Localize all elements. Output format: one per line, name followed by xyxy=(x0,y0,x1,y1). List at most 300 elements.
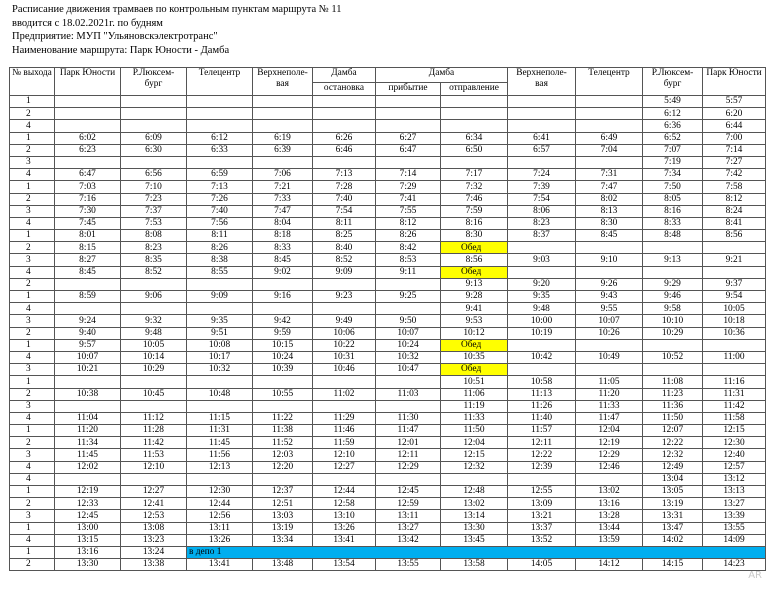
time-cell: 10:14 xyxy=(121,351,187,363)
time-cell: 10:48 xyxy=(187,388,253,400)
time-cell xyxy=(121,120,187,132)
exit-number-cell: 2 xyxy=(10,327,55,339)
time-cell xyxy=(376,278,441,290)
time-cell: 12:19 xyxy=(576,437,643,449)
time-cell: 9:35 xyxy=(187,315,253,327)
time-cell: 12:57 xyxy=(703,461,766,473)
time-cell: 6:33 xyxy=(187,144,253,156)
time-cell: 10:29 xyxy=(121,364,187,376)
time-cell: 7:41 xyxy=(376,193,441,205)
time-cell: 6:59 xyxy=(187,169,253,181)
time-cell: 10:21 xyxy=(55,364,121,376)
time-cell: 13:26 xyxy=(313,522,376,534)
time-cell: 11:46 xyxy=(313,425,376,437)
time-cell: Обед xyxy=(441,266,508,278)
time-cell xyxy=(55,400,121,412)
time-cell xyxy=(121,376,187,388)
time-cell: 9:20 xyxy=(508,278,576,290)
time-cell: 13:38 xyxy=(121,559,187,571)
table-row xyxy=(10,534,766,546)
time-cell: 12:44 xyxy=(187,498,253,510)
time-cell xyxy=(508,96,576,108)
time-cell: 7:56 xyxy=(187,217,253,229)
time-cell xyxy=(55,108,121,120)
time-cell xyxy=(55,156,121,168)
time-cell: 8:52 xyxy=(313,254,376,266)
table-row xyxy=(10,254,766,266)
table-row xyxy=(10,278,766,290)
time-cell xyxy=(187,376,253,388)
time-cell: 10:19 xyxy=(508,327,576,339)
time-cell: 13:23 xyxy=(121,534,187,546)
time-cell: 9:28 xyxy=(441,291,508,303)
time-cell xyxy=(576,242,643,254)
time-cell: 8:15 xyxy=(55,242,121,254)
time-cell: 13:21 xyxy=(508,510,576,522)
exit-number-cell: 4 xyxy=(10,169,55,181)
time-cell: 10:58 xyxy=(508,376,576,388)
depot-band: в депо 1 xyxy=(187,546,766,558)
table-row-depot xyxy=(10,546,766,558)
time-cell xyxy=(576,364,643,376)
table-row xyxy=(10,315,766,327)
time-cell: 7:45 xyxy=(55,217,121,229)
time-cell: 7:16 xyxy=(55,193,121,205)
time-cell: 11:33 xyxy=(576,400,643,412)
time-cell: 9:11 xyxy=(376,266,441,278)
time-cell: 8:11 xyxy=(313,217,376,229)
time-cell: 8:48 xyxy=(643,230,703,242)
time-cell: 6:23 xyxy=(55,144,121,156)
time-cell: 11:03 xyxy=(376,388,441,400)
time-cell: 11:34 xyxy=(55,437,121,449)
time-cell: 9:29 xyxy=(643,278,703,290)
time-cell: 11:40 xyxy=(508,412,576,424)
time-cell: 11:42 xyxy=(703,400,766,412)
col-header-num: № выхода xyxy=(10,68,55,96)
time-cell: 11:12 xyxy=(121,412,187,424)
time-cell xyxy=(576,339,643,351)
time-cell: 8:18 xyxy=(253,230,313,242)
time-cell: 8:59 xyxy=(55,291,121,303)
time-cell: 9:55 xyxy=(576,303,643,315)
time-cell: 10:36 xyxy=(703,327,766,339)
time-cell: 9:24 xyxy=(55,315,121,327)
table-row xyxy=(10,242,766,254)
exit-number-cell: 3 xyxy=(10,510,55,522)
time-cell: 13:10 xyxy=(313,510,376,522)
time-cell: 9:42 xyxy=(253,315,313,327)
time-cell: 13:05 xyxy=(643,486,703,498)
time-cell xyxy=(313,400,376,412)
time-cell: 13:15 xyxy=(55,534,121,546)
time-cell: 11:20 xyxy=(576,388,643,400)
time-cell xyxy=(313,473,376,485)
time-cell: 10:07 xyxy=(576,315,643,327)
schedule-title: Расписание движения трамваев по контрольным пунктам маршрута № 11 xyxy=(12,4,342,15)
time-cell: 12:22 xyxy=(508,449,576,461)
time-cell: 9:59 xyxy=(253,327,313,339)
time-cell: 6:20 xyxy=(703,108,766,120)
time-cell: 13:02 xyxy=(441,498,508,510)
time-cell: 7:40 xyxy=(313,193,376,205)
time-cell xyxy=(703,364,766,376)
time-cell: 13:30 xyxy=(441,522,508,534)
time-cell: 11:15 xyxy=(187,412,253,424)
table-row xyxy=(10,351,766,363)
exit-number-cell: 4 xyxy=(10,534,55,546)
time-cell: 6:36 xyxy=(643,120,703,132)
time-cell xyxy=(253,376,313,388)
time-cell xyxy=(121,96,187,108)
col-header-telecenter-2: Телецентр xyxy=(576,68,643,96)
table-row xyxy=(10,510,766,522)
time-cell: 10:15 xyxy=(253,339,313,351)
time-cell xyxy=(643,339,703,351)
time-cell: 12:45 xyxy=(55,510,121,522)
table-row xyxy=(10,205,766,217)
exit-number-cell: 4 xyxy=(10,473,55,485)
time-cell: 13:27 xyxy=(703,498,766,510)
time-cell: 12:27 xyxy=(121,486,187,498)
time-cell: Обед xyxy=(441,364,508,376)
time-cell: 10:39 xyxy=(253,364,313,376)
exit-number-cell: 2 xyxy=(10,193,55,205)
time-cell: 14:02 xyxy=(643,534,703,546)
exit-number-cell: 2 xyxy=(10,437,55,449)
time-cell: 11:56 xyxy=(187,449,253,461)
time-cell: 11:47 xyxy=(576,412,643,424)
time-cell: 10:12 xyxy=(441,327,508,339)
time-cell: 9:02 xyxy=(253,266,313,278)
time-cell: 6:52 xyxy=(643,132,703,144)
time-cell: 7:00 xyxy=(703,132,766,144)
time-cell xyxy=(376,156,441,168)
table-row xyxy=(10,412,766,424)
table-row xyxy=(10,486,766,498)
time-cell: 10:07 xyxy=(376,327,441,339)
time-cell: 9:16 xyxy=(253,291,313,303)
time-cell: 11:06 xyxy=(441,388,508,400)
time-cell: 9:46 xyxy=(643,291,703,303)
time-cell: 7:06 xyxy=(253,169,313,181)
time-cell: 8:04 xyxy=(253,217,313,229)
time-cell: 8:27 xyxy=(55,254,121,266)
time-cell: 13:42 xyxy=(376,534,441,546)
table-row xyxy=(10,364,766,376)
time-cell: 8:05 xyxy=(643,193,703,205)
col-header-damba-group: Дамба xyxy=(376,68,508,83)
time-cell: 6:56 xyxy=(121,169,187,181)
time-cell: 7:03 xyxy=(55,181,121,193)
time-cell: 9:09 xyxy=(187,291,253,303)
time-cell: 11:13 xyxy=(508,388,576,400)
time-cell xyxy=(313,303,376,315)
time-cell xyxy=(643,242,703,254)
time-cell: 10:52 xyxy=(643,351,703,363)
time-cell: 12:13 xyxy=(187,461,253,473)
time-cell: 10:24 xyxy=(253,351,313,363)
time-cell: 9:26 xyxy=(576,278,643,290)
time-cell: 7:17 xyxy=(441,169,508,181)
time-cell: 9:06 xyxy=(121,291,187,303)
time-cell xyxy=(508,339,576,351)
time-cell: 13:26 xyxy=(187,534,253,546)
time-cell: 12:45 xyxy=(376,486,441,498)
col-header-park-unosti: Парк Юности xyxy=(55,68,121,96)
time-cell: 7:23 xyxy=(121,193,187,205)
table-row xyxy=(10,169,766,181)
time-cell xyxy=(376,108,441,120)
exit-number-cell: 4 xyxy=(10,461,55,473)
time-cell: 9:57 xyxy=(55,339,121,351)
time-cell xyxy=(121,278,187,290)
col-header-damba: Дамба xyxy=(313,68,376,83)
time-cell: 12:32 xyxy=(441,461,508,473)
time-cell: 12:27 xyxy=(313,461,376,473)
table-row xyxy=(10,473,766,485)
time-cell: 12:37 xyxy=(253,486,313,498)
time-cell: 12:48 xyxy=(441,486,508,498)
time-cell: 8:01 xyxy=(55,230,121,242)
time-cell xyxy=(576,96,643,108)
time-cell: 13:59 xyxy=(576,534,643,546)
time-cell: 11:45 xyxy=(55,449,121,461)
time-cell: 9:41 xyxy=(441,303,508,315)
time-cell xyxy=(703,339,766,351)
watermark: AR xyxy=(748,570,762,581)
time-cell: 6:12 xyxy=(187,132,253,144)
time-cell: 13:55 xyxy=(376,559,441,571)
time-cell: 8:26 xyxy=(187,242,253,254)
exit-number-cell: 3 xyxy=(10,315,55,327)
time-cell xyxy=(55,96,121,108)
time-cell: 7:29 xyxy=(376,181,441,193)
time-cell: 6:39 xyxy=(253,144,313,156)
time-cell xyxy=(376,473,441,485)
time-cell: 7:47 xyxy=(576,181,643,193)
time-cell: 10:42 xyxy=(508,351,576,363)
time-cell xyxy=(508,156,576,168)
time-cell: 12:51 xyxy=(253,498,313,510)
exit-number-cell: 1 xyxy=(10,291,55,303)
time-cell: 9:35 xyxy=(508,291,576,303)
time-cell xyxy=(508,242,576,254)
time-cell: 9:58 xyxy=(643,303,703,315)
exit-number-cell: 3 xyxy=(10,364,55,376)
time-cell: 6:09 xyxy=(121,132,187,144)
col-header-r-luxemburg: Р.Люксем- бург xyxy=(121,68,187,96)
table-row xyxy=(10,388,766,400)
time-cell: 12:03 xyxy=(253,449,313,461)
time-cell: 8:24 xyxy=(703,205,766,217)
time-cell xyxy=(703,266,766,278)
table-row xyxy=(10,291,766,303)
time-cell: 12:46 xyxy=(576,461,643,473)
time-cell: 5:57 xyxy=(703,96,766,108)
time-cell xyxy=(376,96,441,108)
time-cell xyxy=(313,278,376,290)
time-cell: 12:29 xyxy=(376,461,441,473)
time-cell: 11:36 xyxy=(643,400,703,412)
time-cell: 13:24 xyxy=(121,546,187,558)
time-cell: 11:31 xyxy=(187,425,253,437)
time-cell: Обед xyxy=(441,339,508,351)
time-cell: 13:31 xyxy=(643,510,703,522)
time-cell xyxy=(703,242,766,254)
time-cell: 7:42 xyxy=(703,169,766,181)
time-cell xyxy=(643,266,703,278)
time-cell: 10:08 xyxy=(187,339,253,351)
time-cell: 12:32 xyxy=(643,449,703,461)
time-cell: 6:47 xyxy=(55,169,121,181)
time-cell xyxy=(576,108,643,120)
time-cell: 11:19 xyxy=(441,400,508,412)
time-cell xyxy=(508,266,576,278)
time-cell: 6:49 xyxy=(576,132,643,144)
time-cell: 10:32 xyxy=(187,364,253,376)
time-cell xyxy=(253,120,313,132)
time-cell: 9:48 xyxy=(121,327,187,339)
schedule-header xyxy=(12,3,342,57)
time-cell: 10:35 xyxy=(441,351,508,363)
time-cell: 13:44 xyxy=(576,522,643,534)
time-cell: 12:30 xyxy=(187,486,253,498)
time-cell: 13:58 xyxy=(441,559,508,571)
time-cell xyxy=(253,400,313,412)
time-cell: 13:02 xyxy=(576,486,643,498)
table-row xyxy=(10,559,766,571)
time-cell: 13:19 xyxy=(643,498,703,510)
time-cell: 9:49 xyxy=(313,315,376,327)
time-cell xyxy=(313,376,376,388)
time-cell xyxy=(441,120,508,132)
time-cell: 9:09 xyxy=(313,266,376,278)
time-cell: 9:13 xyxy=(441,278,508,290)
time-cell: 9:54 xyxy=(703,291,766,303)
time-cell: 13:39 xyxy=(703,510,766,522)
exit-number-cell: 4 xyxy=(10,120,55,132)
exit-number-cell: 4 xyxy=(10,412,55,424)
table-row xyxy=(10,108,766,120)
time-cell xyxy=(313,156,376,168)
time-cell: 7:39 xyxy=(508,181,576,193)
time-cell: 10:26 xyxy=(576,327,643,339)
time-cell: 8:55 xyxy=(187,266,253,278)
time-cell: 11:45 xyxy=(187,437,253,449)
time-cell: 12:04 xyxy=(441,437,508,449)
time-cell: 12:11 xyxy=(508,437,576,449)
time-cell: 7:07 xyxy=(643,144,703,156)
time-cell: 10:05 xyxy=(703,303,766,315)
time-cell: 12:53 xyxy=(121,510,187,522)
time-cell xyxy=(187,473,253,485)
time-cell: 13:37 xyxy=(508,522,576,534)
time-cell xyxy=(313,108,376,120)
time-cell xyxy=(376,120,441,132)
time-cell: 11:26 xyxy=(508,400,576,412)
time-cell: 8:16 xyxy=(441,217,508,229)
time-cell: 13:16 xyxy=(576,498,643,510)
time-cell: 13:52 xyxy=(508,534,576,546)
time-cell: 7:14 xyxy=(703,144,766,156)
time-cell: 8:16 xyxy=(643,205,703,217)
time-cell xyxy=(253,96,313,108)
time-cell: 9:10 xyxy=(576,254,643,266)
time-cell: 8:06 xyxy=(508,205,576,217)
time-cell: 8:12 xyxy=(703,193,766,205)
exit-number-cell: 1 xyxy=(10,230,55,242)
time-cell: 13:14 xyxy=(441,510,508,522)
time-cell: 12:29 xyxy=(576,449,643,461)
exit-number-cell: 3 xyxy=(10,205,55,217)
time-cell: 8:41 xyxy=(703,217,766,229)
time-cell: 7:14 xyxy=(376,169,441,181)
time-cell: 11:47 xyxy=(376,425,441,437)
exit-number-cell: 2 xyxy=(10,388,55,400)
time-cell: 10:32 xyxy=(376,351,441,363)
time-cell: 6:34 xyxy=(441,132,508,144)
time-cell xyxy=(508,108,576,120)
time-cell: 12:02 xyxy=(55,461,121,473)
time-cell: 14:23 xyxy=(703,559,766,571)
time-cell xyxy=(253,473,313,485)
time-cell: 13:54 xyxy=(313,559,376,571)
exit-number-cell: 4 xyxy=(10,266,55,278)
time-cell: 8:45 xyxy=(55,266,121,278)
col-header-arrival: прибытие xyxy=(376,83,441,96)
enterprise: Предприятие: МУП "Ульяновскэлектротранс" xyxy=(12,31,218,43)
col-header-telecenter: Телецентр xyxy=(187,68,253,96)
time-cell: 10:31 xyxy=(313,351,376,363)
time-cell: 8:56 xyxy=(703,230,766,242)
table-row xyxy=(10,437,766,449)
time-cell: 11:57 xyxy=(508,425,576,437)
time-cell xyxy=(508,473,576,485)
table-row xyxy=(10,120,766,132)
time-cell: 6:02 xyxy=(55,132,121,144)
time-cell xyxy=(376,303,441,315)
time-cell: 7:46 xyxy=(441,193,508,205)
exit-number-cell: 1 xyxy=(10,376,55,388)
time-cell: 13:45 xyxy=(441,534,508,546)
time-cell xyxy=(441,156,508,168)
time-cell: 13:55 xyxy=(703,522,766,534)
exit-number-cell: 1 xyxy=(10,486,55,498)
time-cell: 13:11 xyxy=(376,510,441,522)
time-cell: 9:21 xyxy=(703,254,766,266)
time-cell: 6:12 xyxy=(643,108,703,120)
time-cell: 12:56 xyxy=(187,510,253,522)
time-cell xyxy=(187,156,253,168)
table-row xyxy=(10,217,766,229)
table-row xyxy=(10,376,766,388)
time-cell xyxy=(313,96,376,108)
time-cell: 10:24 xyxy=(376,339,441,351)
time-cell xyxy=(187,120,253,132)
table-row xyxy=(10,181,766,193)
exit-number-cell: 1 xyxy=(10,96,55,108)
time-cell: 8:25 xyxy=(313,230,376,242)
time-cell: 12:11 xyxy=(376,449,441,461)
timetable xyxy=(9,67,766,571)
time-cell xyxy=(576,266,643,278)
exit-number-cell: 3 xyxy=(10,156,55,168)
time-cell xyxy=(376,400,441,412)
timetable-body xyxy=(10,96,766,571)
time-cell: 13:41 xyxy=(187,559,253,571)
table-row xyxy=(10,522,766,534)
